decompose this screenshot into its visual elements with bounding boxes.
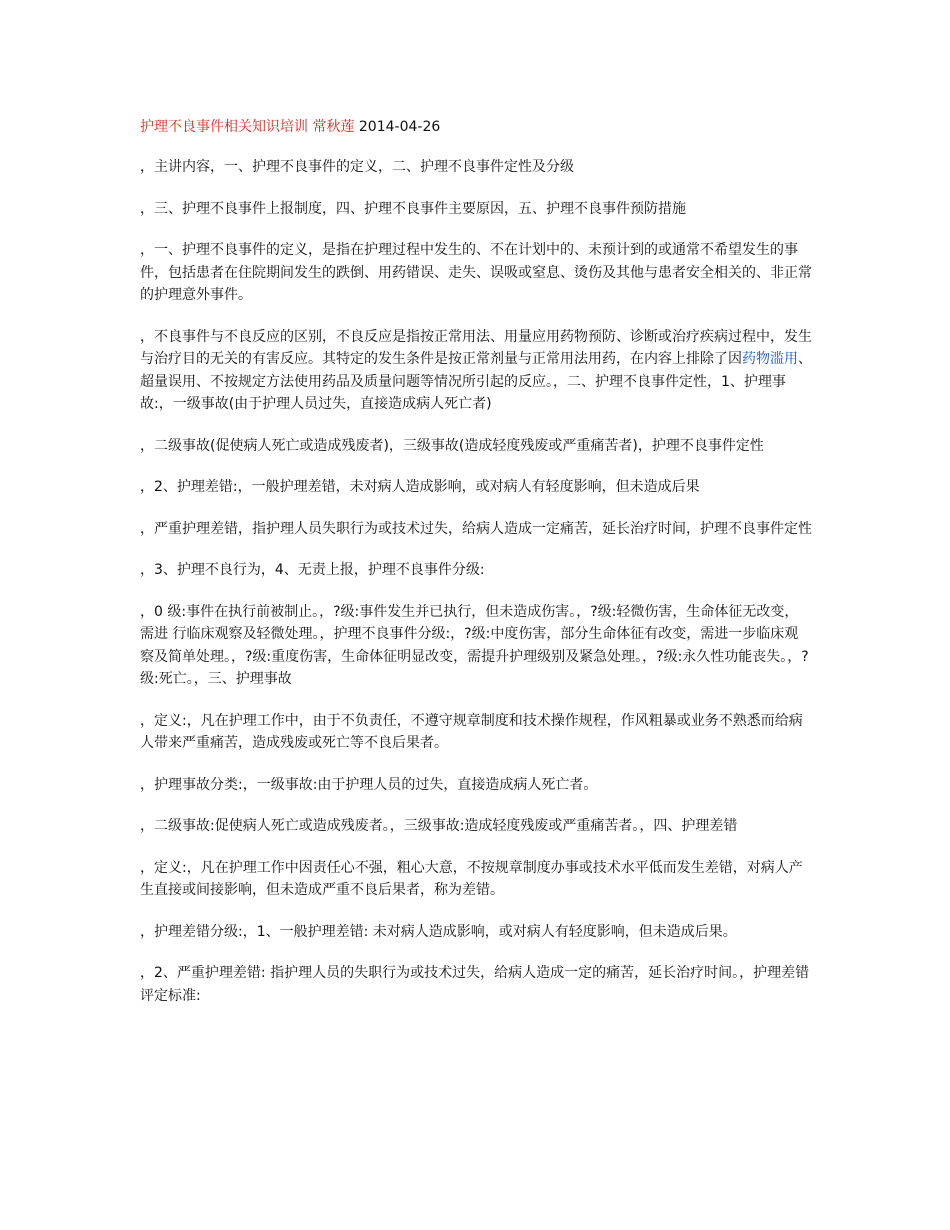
paragraph-9: ，0 级:事件在执行前被制止。，?级:事件发生并已执行，但未造成伤害。，?级:轻微伤害，生命体征无改变，需进 行临床观察及轻微处理。，护理不良事件分级:，?级:中度伤害，部分生命体征有改变，需进一步临床观察及简单处理。，?级:重度伤害，生命体征明显改变，需提升护理级别及紧急处理。，?级:永久性功能丧失。，?级:死亡。，三、护理事故 xyxy=(140,603,809,687)
paragraph-4-text-b: 、超量误用、不按规定方法使用药品及质量问题等情况所引起的反应。，二、护理不良事件定性，1、护理事故:，一级事故(由于护理人员过失，直接造成病人死亡者) xyxy=(140,351,812,412)
paragraph-15: ，2、严重护理差错: 指护理人员的失职行为或技术过失，给病人造成一定的痛苦，延长治疗时间。，护理差错评定标准: xyxy=(140,965,810,1004)
paragraph-13: ，定义:，凡在护理工作中因责任心不强，粗心大意，不按规章制度办事或技术水平低而发生差错，对病人产生直接或间接影响，但未造成严重不良后果者，称为差错。 xyxy=(140,859,803,898)
paragraph-4-text-a: ，不良事件与不良反应的区别，不良反应是指按正常用法、用量应用药物预防、诊断或治疗疾病过程中，发生与治疗目的无关的有害反应。其特定的发生条件是按正常剂量与正常用法用药，在内容上排除了因 xyxy=(140,328,812,367)
paragraph-2: ，三、护理不良事件上报制度，四、护理不良事件主要原因，五、护理不良事件预防措施 xyxy=(140,200,686,217)
paragraph-4 xyxy=(140,326,812,416)
paragraph-5: ，二级事故(促使病人死亡或造成残废者)，三级事故(造成轻度残废或严重痛苦者)，护理不良事件定性 xyxy=(140,437,764,454)
paragraph-6: ，2、护理差错:，一般护理差错，未对病人造成影响，或对病人有轻度影响，但未造成后果 xyxy=(140,479,700,495)
document-title xyxy=(140,116,812,138)
title-text: 护理不良事件相关知识培训 常秋莲 xyxy=(140,119,355,135)
paragraph-8: ，3、护理不良行为，4、无责上报，护理不良事件分级: xyxy=(140,562,485,578)
paragraph-12: ，二级事故:促使病人死亡或造成残废者。，三级事故:造成轻度残废或严重痛苦者。，四、护理差错 xyxy=(140,818,738,834)
title-date: 2014-04-26 xyxy=(354,119,441,135)
drug-abuse-link[interactable]: 药物滥用 xyxy=(742,351,798,367)
paragraph-11: ，护理事故分类:，一级事故:由于护理人员的过失，直接造成病人死亡者。 xyxy=(140,776,598,793)
paragraph-7: ，严重护理差错，指护理人员失职行为或技术过失，给病人造成一定痛苦，延长治疗时间，护理不良事件定性 xyxy=(140,520,812,537)
paragraph-14: ，护理差错分级:，1、一般护理差错: 未对病人造成影响，或对病人有轻度影响，但未造成后果。 xyxy=(140,923,737,940)
paragraph-10: ，定义:，凡在护理工作中，由于不负责任，不遵守规章制度和技术操作规程，作风粗暴或业务不熟悉而给病人带来严重痛苦，造成残废或死亡等不良后果者。 xyxy=(140,712,803,751)
paragraph-1: ，主讲内容，一、护理不良事件的定义，二、护理不良事件定性及分级 xyxy=(140,159,574,175)
paragraph-3: ，一、护理不良事件的定义，是指在护理过程中发生的、不在计划中的、未预计到的或通常不希望发生的事件，包括患者在住院期间发生的跌倒、用药错误、走失、误吸或窒息、烫伤及其他与患者安全相关的、非正常的护理意外事件。 xyxy=(140,242,812,303)
